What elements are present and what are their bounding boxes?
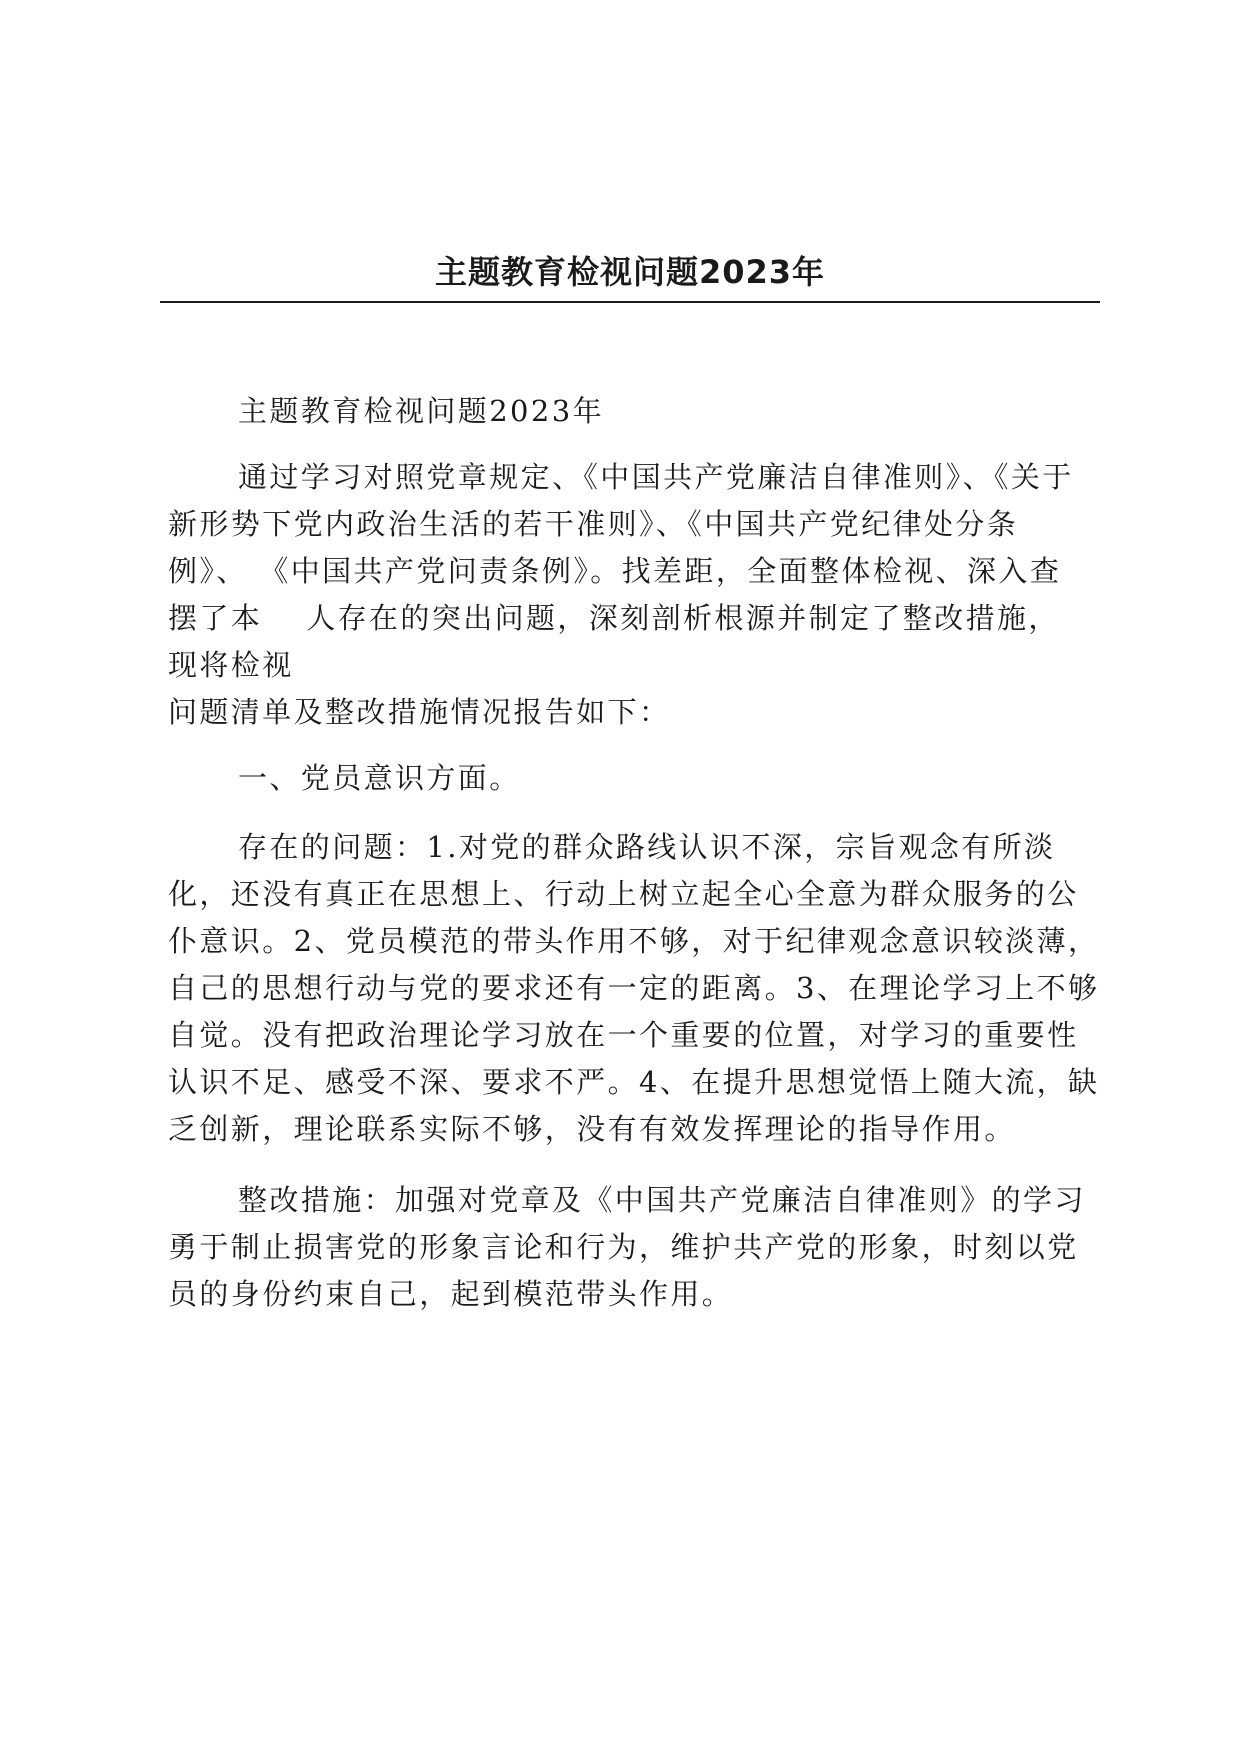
section-heading: 一、党员意识方面。: [238, 761, 521, 795]
measures-paragraph: 整改措施：加强对党章及《中国共产党廉洁自律准则》的学习勇于制止损害党的形象言论和行为，维护共产党的形象，时刻以党员的身份约束自己，起到模范带头作用。: [168, 1183, 1086, 1311]
document-title: 主题教育检视问题2023年: [434, 253, 826, 291]
title-underline: [160, 301, 1100, 303]
intro-line: 例》、 《中国共产党问责条例》。找差距，全面整体检视、深入查: [168, 554, 1062, 588]
intro-line-split: [168, 595, 1108, 642]
intro-line-part: 人存在的突出问题，深刻剖析根源并制定了整改措施，: [306, 601, 1060, 635]
document-body: [168, 388, 1108, 1318]
intro-paragraph: [168, 454, 1108, 736]
intro-line-part: 摆了本: [168, 601, 263, 635]
intro-line: 问题清单及整改措施情况报告如下：: [168, 695, 671, 729]
intro-line: 新形势下党内政治生活的若干准则》、《中国共产党纪律处分条: [168, 507, 1019, 541]
intro-line: 通过学习对照党章规定、《中国共产党廉洁自律准则》、《关于: [238, 460, 1074, 494]
heading-paragraph: 主题教育检视问题2023年: [238, 394, 605, 428]
problems-paragraph: 存在的问题：1.对党的群众路线认识不深，宗旨观念有所淡化，还没有真正在思想上、行动上树立起全心全意为群众服务的公仆意识。2、党员模范的带头作用不够，对于纪律观念意识较淡薄，自己的思想行动与党的要求还有一定的距离。3、在理论学习上不够自觉。没有把政治理论学习放在一个重要的位置，对学习的重要性认识不足、感受不深、要求不严。4、在提升思想觉悟上随大流，缺乏创新，理论联系实际不够，没有有效发挥理论的指导作用。: [168, 830, 1100, 1146]
intro-line: 现将检视: [168, 648, 294, 682]
